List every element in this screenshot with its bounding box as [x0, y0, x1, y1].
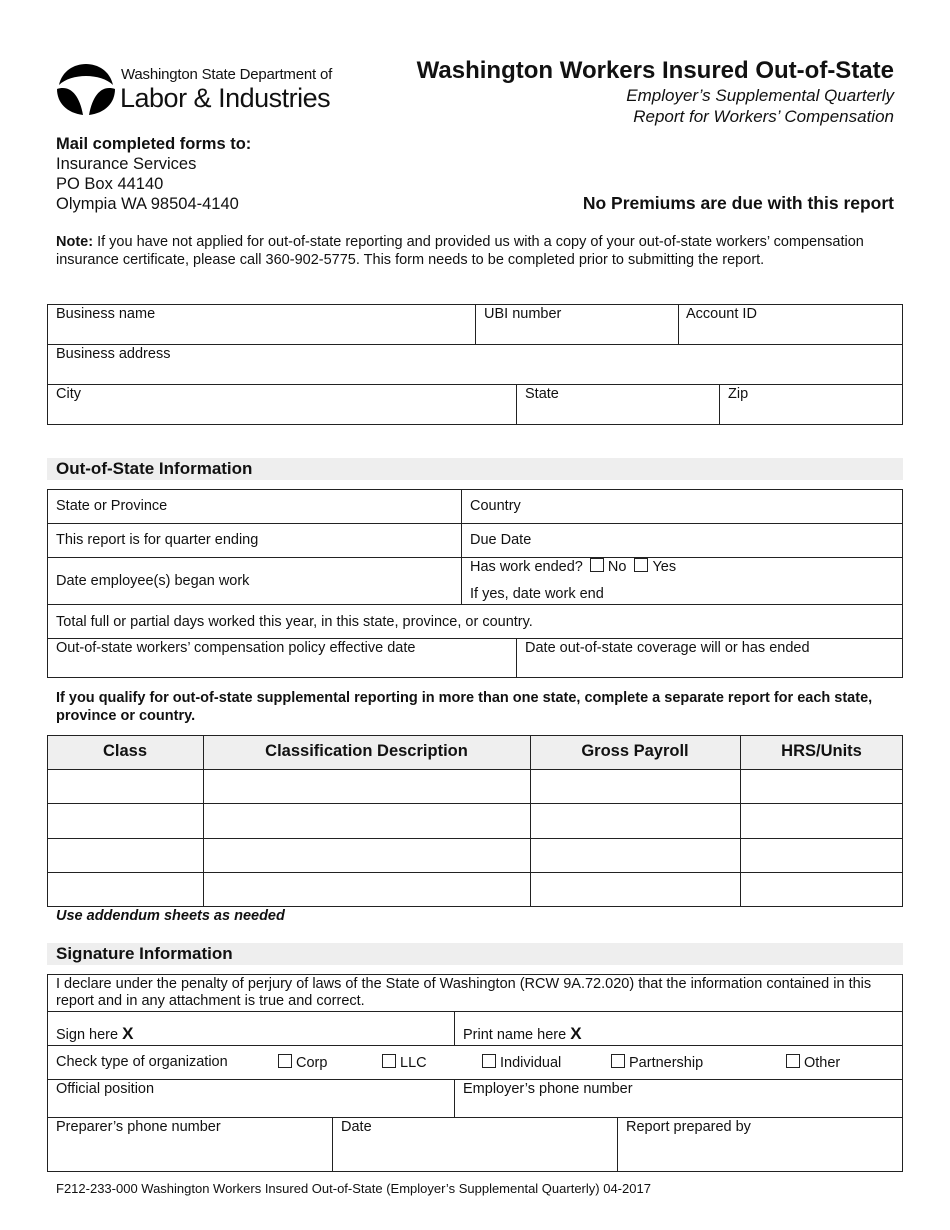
total-days-field[interactable]: Total full or partial days worked this year, in this state, province, or country. — [56, 614, 533, 630]
corp-label: Corp — [296, 1055, 328, 1071]
col-header-description: Classification Description — [265, 742, 468, 760]
note-paragraph — [56, 233, 894, 269]
multi-state-note: If you qualify for out-of-state supplemental reporting in more than one state, complete a separate report for each state, province or country. — [56, 690, 873, 724]
partnership-checkbox[interactable] — [611, 1054, 625, 1068]
logo-line2: Labor & Industries — [120, 83, 331, 113]
business-name-field[interactable]: Business name — [56, 306, 156, 322]
logo-line1: Washington State Department of — [121, 66, 333, 83]
note-text: If you have not applied for out-of-state reporting and provided us with a copy of your out-of-state workers’ compensation insurance certificate, please call 360-902-5775. This form needs to be completed prior to submitting the report. — [56, 234, 864, 268]
no-premiums-notice: No Premiums are due with this report — [582, 193, 894, 213]
prepared-by-field[interactable]: Report prepared by — [626, 1119, 751, 1135]
addendum-note: Use addendum sheets as needed — [56, 908, 285, 924]
org-option-other[interactable] — [786, 1054, 840, 1071]
llc-checkbox[interactable] — [382, 1054, 396, 1068]
date-work-end-field[interactable]: If yes, date work end — [470, 586, 604, 602]
org-option-partnership[interactable] — [611, 1054, 703, 1071]
col-header-gross-payroll: Gross Payroll — [581, 742, 689, 760]
policy-effective-date-field[interactable]: Out-of-state workers’ compensation policy effective date — [56, 640, 416, 656]
other-checkbox[interactable] — [786, 1054, 800, 1068]
partnership-label: Partnership — [629, 1055, 704, 1071]
out-of-state-heading: Out-of-State Information — [47, 458, 903, 480]
logo-mark-icon — [55, 55, 117, 117]
work-ended-no-label: No — [607, 559, 627, 575]
business-address-field[interactable]: Business address — [56, 346, 171, 362]
preparer-phone-field[interactable]: Preparer’s phone number — [56, 1119, 221, 1135]
form-subtitle-2: Report for Workers’ Compensation — [633, 107, 894, 126]
zip-field[interactable]: Zip — [728, 386, 749, 402]
due-date-field[interactable]: Due Date — [470, 532, 532, 548]
declaration-text: I declare under the penalty of perjury of laws of the State of Washington (RCW 9A.72.020) that the information contained in this report and in any attachment is true and correct. — [56, 976, 872, 1009]
work-ended-no-checkbox[interactable] — [590, 558, 604, 572]
form-footer: F212-233-000 Washington Workers Insured Out-of-State (Employer’s Supplemental Quarterly) 04-2017 — [56, 1181, 651, 1196]
has-work-ended-row — [470, 558, 676, 575]
city-field[interactable]: City — [56, 386, 81, 402]
has-work-ended-label: Has work ended? — [470, 559, 583, 575]
print-name-label: Print name here — [463, 1027, 567, 1043]
col-header-hrs-units: HRS/Units — [781, 742, 862, 760]
corp-checkbox[interactable] — [278, 1054, 292, 1068]
work-ended-yes-label: Yes — [652, 559, 677, 575]
country-field[interactable]: Country — [470, 498, 521, 514]
signature-heading: Signature Information — [47, 943, 903, 965]
other-label: Other — [804, 1055, 841, 1071]
col-header-class: Class — [102, 742, 148, 760]
individual-checkbox[interactable] — [482, 1054, 496, 1068]
work-ended-yes-checkbox[interactable] — [634, 558, 648, 572]
official-position-field[interactable]: Official position — [56, 1081, 155, 1097]
note-label: Note: — [56, 234, 94, 250]
form-title: Washington Workers Insured Out-of-State — [416, 57, 894, 84]
org-option-llc[interactable] — [382, 1054, 427, 1071]
began-work-field[interactable]: Date employee(s) began work — [56, 573, 250, 589]
print-x-mark: X — [570, 1024, 582, 1043]
sign-here-field[interactable] — [56, 1024, 133, 1044]
print-name-field[interactable] — [463, 1024, 582, 1044]
sign-x-mark: X — [122, 1024, 134, 1043]
mail-line-3: Olympia WA 98504-4140 — [56, 195, 239, 213]
mail-line-2: PO Box 44140 — [56, 175, 164, 193]
date-field[interactable]: Date — [341, 1119, 372, 1135]
employer-phone-field[interactable]: Employer’s phone number — [463, 1081, 633, 1097]
state-field[interactable]: State — [525, 386, 559, 402]
llc-label: LLC — [400, 1055, 427, 1071]
quarter-ending-field[interactable]: This report is for quarter ending — [56, 532, 259, 548]
ubi-number-field[interactable]: UBI number — [484, 306, 562, 322]
account-id-field[interactable]: Account ID — [686, 306, 757, 322]
org-type-label: Check type of organization — [56, 1054, 228, 1070]
mail-heading: Mail completed forms to: — [56, 135, 252, 153]
mail-line-1: Insurance Services — [56, 155, 197, 173]
coverage-end-date-field[interactable]: Date out-of-state coverage will or has ended — [525, 640, 810, 656]
class-table-body[interactable] — [48, 770, 902, 906]
org-option-individual[interactable] — [482, 1054, 561, 1071]
sign-here-label: Sign here — [56, 1027, 119, 1043]
form-subtitle-1: Employer’s Supplemental Quarterly — [626, 86, 894, 105]
individual-label: Individual — [500, 1055, 562, 1071]
org-option-corp[interactable] — [278, 1054, 327, 1071]
state-province-field[interactable]: State or Province — [56, 498, 168, 514]
